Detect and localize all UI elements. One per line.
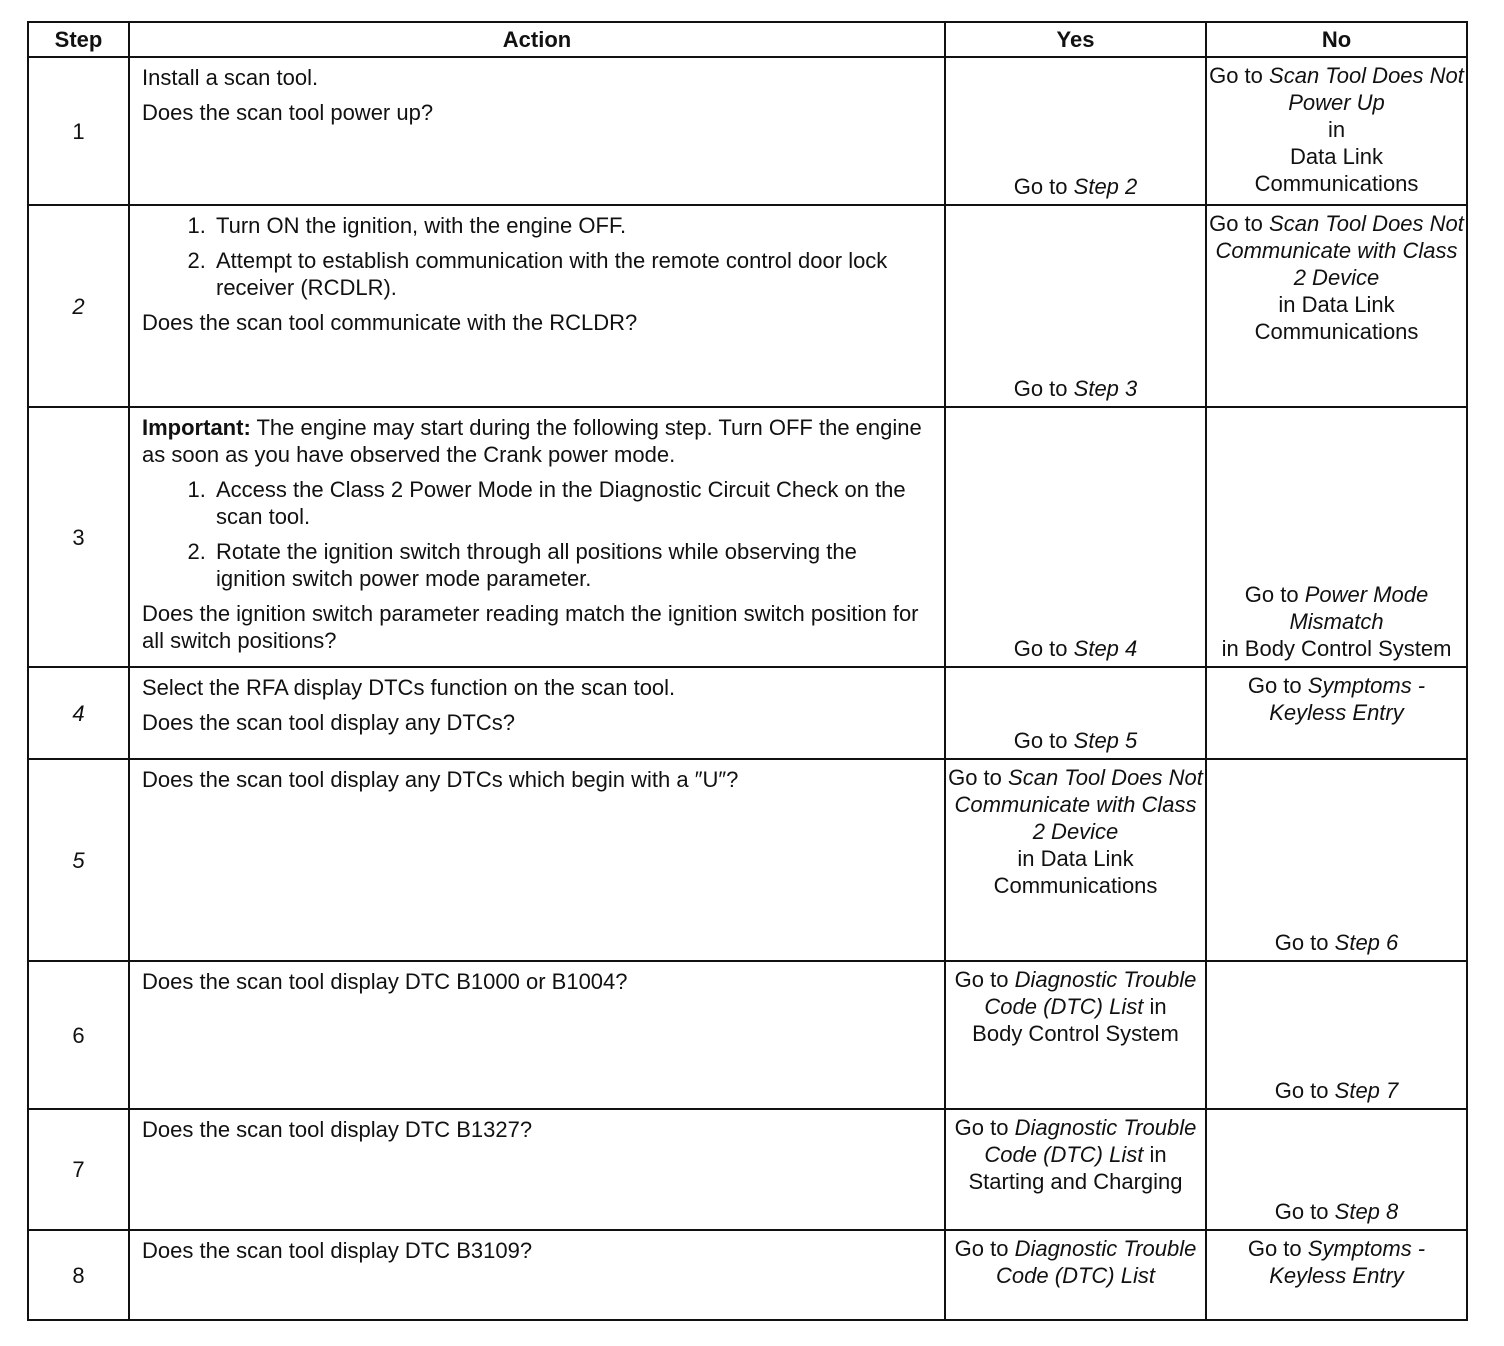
action-step: 2. Rotate the ignition switch through all positions while observing the ignition switch power mode parameter. bbox=[212, 538, 932, 592]
yes-cell bbox=[945, 1230, 1206, 1320]
action-question: Does the scan tool display DTC B1327? bbox=[142, 1117, 533, 1142]
yes-prefix: Go to bbox=[1013, 376, 1068, 401]
yes-prefix: Go to bbox=[1013, 636, 1068, 661]
yes-prefix: Go to bbox=[1013, 174, 1068, 199]
important-text: The engine may start during the following step. Turn OFF the engine as soon as you have observed the Crank power mode. bbox=[142, 415, 922, 467]
no-link[interactable]: Step 6 bbox=[1334, 930, 1399, 955]
no-link[interactable]: Symptoms - Keyless Entry bbox=[1269, 1236, 1426, 1288]
step-number: 6 bbox=[28, 961, 129, 1109]
action-steps bbox=[142, 212, 932, 301]
step-number: 4 bbox=[28, 667, 129, 759]
yes-prefix: Go to bbox=[948, 765, 1002, 790]
no-prefix: Go to bbox=[1274, 1199, 1329, 1224]
yes-location: Body Control System bbox=[972, 1021, 1179, 1046]
action-cell bbox=[129, 57, 945, 205]
no-cell bbox=[1206, 1230, 1467, 1320]
no-link[interactable]: Step 8 bbox=[1334, 1199, 1399, 1224]
action-step: 2. Attempt to establish communication with the remote control door lock receiver (RCDLR). bbox=[212, 247, 932, 301]
yes-cell bbox=[945, 57, 1206, 205]
no-link[interactable]: Power Mode Mismatch bbox=[1289, 582, 1429, 634]
action-question: Does the scan tool display any DTCs which begin with a ″U″? bbox=[142, 767, 739, 792]
action-step: 1. Turn ON the ignition, with the engine OFF. bbox=[212, 212, 932, 239]
header-action: Action bbox=[129, 22, 945, 57]
no-cell bbox=[1206, 57, 1467, 205]
no-cell bbox=[1206, 667, 1467, 759]
table-row bbox=[28, 57, 1467, 205]
yes-link[interactable]: Step 2 bbox=[1073, 174, 1138, 199]
yes-cell bbox=[945, 759, 1206, 961]
no-prefix: Go to bbox=[1247, 1236, 1302, 1261]
action-steps bbox=[142, 476, 932, 592]
no-location: Data Link Communications bbox=[1254, 144, 1419, 196]
action-question: Does the scan tool display DTC B1000 or B1004? bbox=[142, 969, 628, 994]
header-step: Step bbox=[28, 22, 129, 57]
action-cell bbox=[129, 1109, 945, 1230]
action-cell bbox=[129, 961, 945, 1109]
no-prefix: Go to bbox=[1274, 1078, 1329, 1103]
yes-link[interactable]: Step 5 bbox=[1073, 728, 1138, 753]
table-row bbox=[28, 1230, 1467, 1320]
step-number: 5 bbox=[28, 759, 129, 961]
action-question: Does the scan tool power up? bbox=[142, 100, 434, 125]
no-cell bbox=[1206, 407, 1467, 667]
no-link[interactable]: Step 7 bbox=[1334, 1078, 1399, 1103]
step-number: 7 bbox=[28, 1109, 129, 1230]
no-cell bbox=[1206, 961, 1467, 1109]
action-question: Does the scan tool display any DTCs? bbox=[142, 710, 515, 735]
yes-prefix: Go to bbox=[954, 1115, 1009, 1140]
diagnostic-table bbox=[27, 21, 1468, 1321]
no-link[interactable]: Scan Tool Does Not Communicate with Class 2 Device bbox=[1215, 211, 1464, 290]
yes-link[interactable]: Diagnostic Trouble Code (DTC) List bbox=[984, 1115, 1197, 1167]
table-row bbox=[28, 1109, 1467, 1230]
action-cell bbox=[129, 407, 945, 667]
no-prefix: Go to bbox=[1244, 582, 1299, 607]
yes-prefix: Go to bbox=[954, 967, 1009, 992]
yes-cell bbox=[945, 1109, 1206, 1230]
table-row bbox=[28, 961, 1467, 1109]
action-cell bbox=[129, 1230, 945, 1320]
important-label: Important: bbox=[142, 415, 251, 440]
no-link[interactable]: Symptoms - Keyless Entry bbox=[1269, 673, 1426, 725]
header-no: No bbox=[1206, 22, 1467, 57]
yes-cell bbox=[945, 961, 1206, 1109]
yes-cell bbox=[945, 667, 1206, 759]
table-row bbox=[28, 759, 1467, 961]
yes-link[interactable]: Diagnostic Trouble Code (DTC) List bbox=[996, 1236, 1197, 1288]
no-prefix: Go to bbox=[1209, 63, 1263, 88]
header-yes: Yes bbox=[945, 22, 1206, 57]
yes-prefix: Go to bbox=[954, 1236, 1009, 1261]
no-location: in Data Link Communications bbox=[1254, 292, 1419, 344]
yes-link[interactable]: Scan Tool Does Not Communicate with Class 2 Device bbox=[954, 765, 1203, 844]
action-intro: Select the RFA display DTCs function on the scan tool. bbox=[142, 675, 676, 700]
no-link[interactable]: Scan Tool Does Not Power Up bbox=[1269, 63, 1464, 115]
table-row bbox=[28, 667, 1467, 759]
no-cell bbox=[1206, 205, 1467, 407]
yes-location: in Data Link Communications bbox=[993, 846, 1158, 898]
yes-location: Starting and Charging bbox=[968, 1169, 1183, 1194]
action-note bbox=[142, 414, 932, 468]
table-row bbox=[28, 205, 1467, 407]
step-number: 8 bbox=[28, 1230, 129, 1320]
no-prefix: Go to bbox=[1209, 211, 1263, 236]
action-question: Does the scan tool communicate with the RCLDR? bbox=[142, 310, 638, 335]
action-cell bbox=[129, 205, 945, 407]
step-number: 3 bbox=[28, 407, 129, 667]
yes-suffix: in bbox=[1149, 994, 1167, 1019]
yes-prefix: Go to bbox=[1013, 728, 1068, 753]
no-location: in Body Control System bbox=[1221, 636, 1452, 661]
yes-cell bbox=[945, 407, 1206, 667]
action-cell bbox=[129, 667, 945, 759]
action-step: 1. Access the Class 2 Power Mode in the Diagnostic Circuit Check on the scan tool. bbox=[212, 476, 932, 530]
no-prefix: Go to bbox=[1247, 673, 1302, 698]
action-cell bbox=[129, 759, 945, 961]
step-number: 2 bbox=[28, 205, 129, 407]
no-cell bbox=[1206, 759, 1467, 961]
header-row bbox=[28, 22, 1467, 57]
step-number: 1 bbox=[28, 57, 129, 205]
yes-link[interactable]: Step 4 bbox=[1073, 636, 1138, 661]
action-intro: Install a scan tool. bbox=[142, 65, 319, 90]
yes-link[interactable]: Diagnostic Trouble Code (DTC) List bbox=[984, 967, 1197, 1019]
yes-cell bbox=[945, 205, 1206, 407]
yes-link[interactable]: Step 3 bbox=[1073, 376, 1138, 401]
action-question: Does the scan tool display DTC B3109? bbox=[142, 1238, 533, 1263]
table-row bbox=[28, 407, 1467, 667]
no-cell bbox=[1206, 1109, 1467, 1230]
no-suffix: in bbox=[1327, 117, 1346, 142]
action-question: Does the ignition switch parameter reading match the ignition switch position for all switch positions? bbox=[142, 601, 919, 653]
no-prefix: Go to bbox=[1274, 930, 1329, 955]
yes-suffix: in bbox=[1149, 1142, 1167, 1167]
